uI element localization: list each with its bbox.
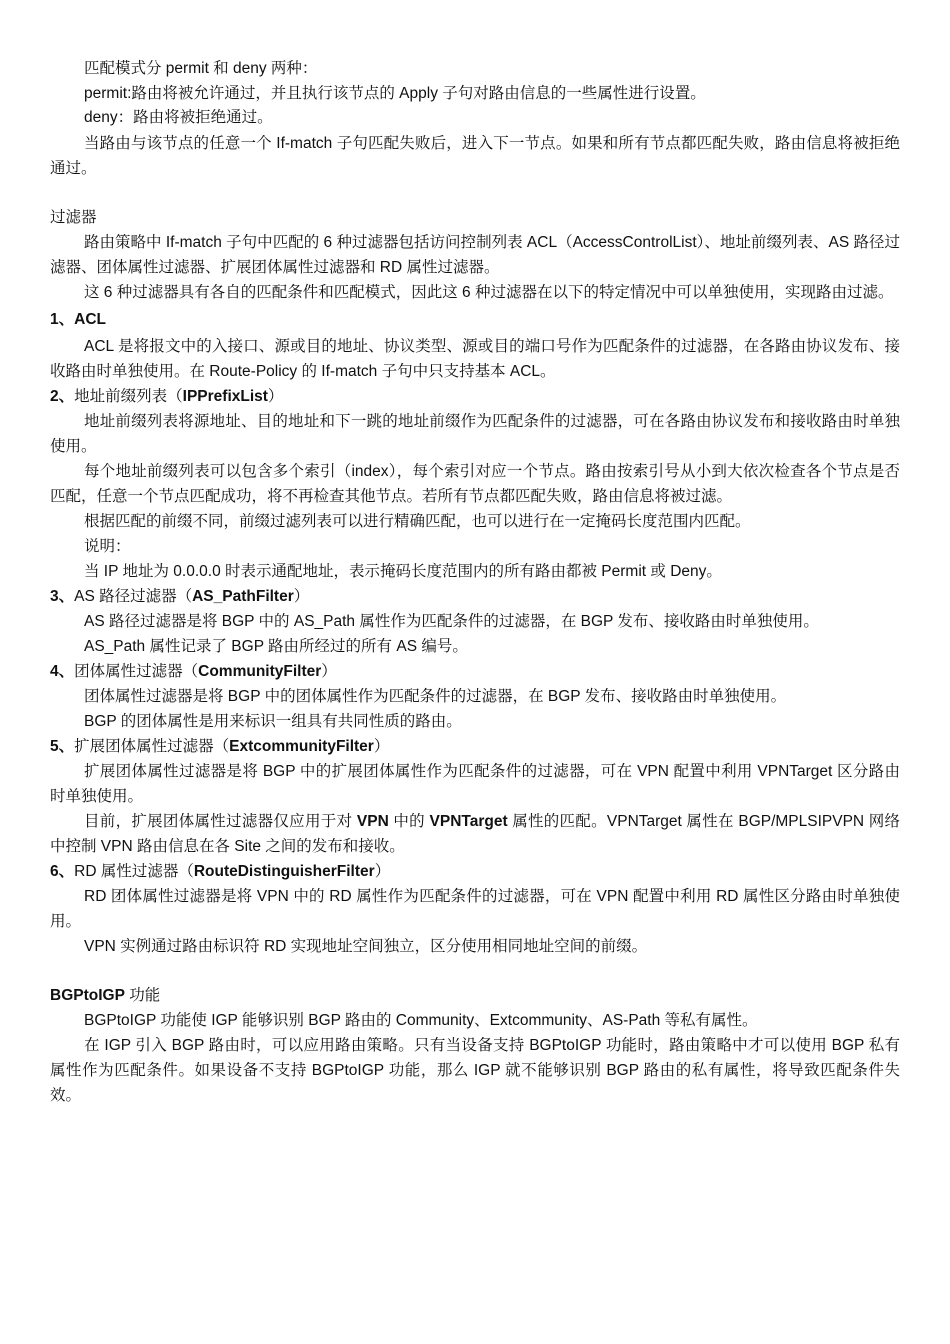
- section-1-heading: [50, 307, 900, 332]
- section-4-title-close: ）: [321, 662, 337, 680]
- intro-fail-paragraph: 当路由与该节点的任意一个 If-match 子句匹配失败后，进入下一节点。如果和所有节点都匹配失败，路由信息将被拒绝通过。: [50, 134, 900, 177]
- s5-p2-part-a: 目前，扩展团体属性过滤器仅应用于对: [84, 812, 357, 830]
- section-2-number: 2、: [50, 387, 75, 405]
- section-5-title-en: ExtcommunityFilter: [229, 737, 374, 755]
- section-5-number: 5、: [50, 737, 75, 755]
- bgp-heading-en: BGPtoIGP: [50, 986, 125, 1004]
- section-5-title: 扩展团体属性过滤器（: [74, 737, 230, 755]
- section-6-title-en: RouteDistinguisherFilter: [193, 862, 375, 880]
- intro-deny-line: deny：路由将被拒绝通过。: [84, 109, 273, 127]
- s5-p2-vpntarget: VPNTarget: [429, 812, 508, 830]
- s5-p2-part-e: 属性的匹配。VPNTarget 属性在 BGP/MPLSIPVPN 网络中控制 VPN 路由信息在各 Site 之间的发布和接收。: [50, 812, 900, 855]
- section-4-paragraph-1: 团体属性过滤器是将 BGP 中的团体属性作为匹配条件的过滤器，在 BGP 发布、接收路由时单独使用。: [84, 687, 787, 705]
- spacer: [50, 181, 900, 205]
- bgp-paragraph-2: 在 IGP 引入 BGP 路由时，可以应用路由策略。只有当设备支持 BGPtoIGP 功能时，路由策略中才可以使用 BGP 私有属性作为匹配条件。如果设备不支持 BGPtoIGP 功能，那么 IGP 就不能够识别 BGP 路由的私有属性，将导致匹配条件失效。: [50, 1036, 900, 1104]
- section-2-title: 地址前缀列表（: [74, 387, 183, 405]
- section-6-number: 6、: [50, 862, 75, 880]
- section-2-note-label: 说明：: [84, 537, 131, 555]
- section-2-paragraph-2: 每个地址前缀列表可以包含多个索引（index），每个索引对应一个节点。路由按索引号从小到大依次检查各个节点是否匹配，任意一个节点匹配成功，将不再检查其他节点。若所有节点都匹配失败，路由信息将被过滤。: [50, 462, 900, 505]
- filter-paragraph-1: 路由策略中 If-match 子句中匹配的 6 种过滤器包括访问控制列表 ACL（AccessControlList）、地址前缀列表、AS 路径过滤器、团体属性过滤器、扩展团体属性过滤器和 RD 属性过滤器。: [50, 233, 900, 276]
- section-6-title: RD 属性过滤器（: [74, 862, 194, 880]
- section-5-heading: [50, 734, 900, 759]
- section-4-heading: [50, 659, 900, 684]
- section-3-title-close: ）: [293, 587, 310, 605]
- section-3-number: 3、: [50, 587, 75, 605]
- bgp-paragraph-1: BGPtoIGP 功能使 IGP 能够识别 BGP 路由的 Community、Extcommunity、AS-Path 等私有属性。: [84, 1011, 758, 1029]
- section-5-title-close: ）: [373, 737, 390, 755]
- section-3-title-en: AS_PathFilter: [192, 587, 294, 605]
- section-2-paragraph-1: 地址前缀列表将源地址、目的地址和下一跳的地址前缀作为匹配条件的过滤器，可在各路由协议发布和接收路由时单独使用。: [50, 412, 900, 455]
- section-2-paragraph-3: 根据匹配的前缀不同，前缀过滤列表可以进行精确匹配，也可以进行在一定掩码长度范围内匹配。: [84, 512, 751, 530]
- s5-p2-vpn: VPN: [356, 812, 389, 830]
- section-1-paragraph: ACL 是将报文中的入接口、源或目的地址、协议类型、源或目的端口号作为匹配条件的过滤器，在各路由协议发布、接收路由时单独使用。在 Route-Policy 的 If-match 子句中只支持基本 ACL。: [50, 337, 900, 380]
- s5-p2-part-c: 中的: [388, 812, 430, 830]
- bgp-heading: [50, 983, 900, 1008]
- section-6-title-close: ）: [374, 862, 391, 880]
- bgp-heading-zh: 功能: [124, 986, 161, 1004]
- intro-mode-line: 匹配模式分 permit 和 deny 两种：: [84, 60, 318, 77]
- section-4-title-en: CommunityFilter: [198, 662, 322, 680]
- section-1-title: ACL: [74, 310, 106, 328]
- section-4-number: 4、: [50, 662, 75, 680]
- section-2-title-close: ）: [267, 387, 284, 405]
- section-2-title-en: IPPrefixList: [182, 387, 268, 405]
- filter-heading: 过滤器: [50, 208, 97, 226]
- section-3-paragraph-2: AS_Path 属性记录了 BGP 路由所经过的所有 AS 编号。: [84, 637, 468, 655]
- filter-paragraph-2: 这 6 种过滤器具有各自的匹配条件和匹配模式，因此这 6 种过滤器在以下的特定情况中可以单独使用，实现路由过滤。: [84, 283, 894, 301]
- section-4-title: 团体属性过滤器（: [74, 662, 199, 680]
- document-body: [50, 57, 900, 1108]
- section-6-heading: [50, 859, 900, 884]
- section-4-paragraph-2: BGP 的团体属性是用来标识一组具有共同性质的路由。: [84, 712, 462, 730]
- spacer: [50, 959, 900, 983]
- intro-permit-line: permit:路由将被允许通过，并且执行该节点的 Apply 子句对路由信息的一些属性进行设置。: [84, 84, 706, 102]
- section-2-heading: [50, 384, 900, 409]
- section-1-number: 1、: [50, 310, 75, 328]
- section-6-paragraph-2: VPN 实例通过路由标识符 RD 实现地址空间独立，区分使用相同地址空间的前缀。: [84, 937, 648, 955]
- section-2-paragraph-4: 当 IP 地址为 0.0.0.0 时表示通配地址，表示掩码长度范围内的所有路由都被 Permit 或 Deny。: [84, 562, 722, 580]
- section-3-heading: [50, 584, 900, 609]
- section-3-paragraph-1: AS 路径过滤器是将 BGP 中的 AS_Path 属性作为匹配条件的过滤器，在 BGP 发布、接收路由时单独使用。: [84, 612, 819, 630]
- section-5-paragraph-2: [50, 809, 900, 859]
- section-3-title: AS 路径过滤器（: [74, 587, 193, 605]
- section-5-paragraph-1: 扩展团体属性过滤器是将 BGP 中的扩展团体属性作为匹配条件的过滤器，可在 VPN 配置中利用 VPNTarget 区分路由时单独使用。: [50, 762, 900, 805]
- section-6-paragraph-1: RD 团体属性过滤器是将 VPN 中的 RD 属性作为匹配条件的过滤器，可在 VPN 配置中利用 RD 属性区分路由时单独使用。: [50, 887, 900, 930]
